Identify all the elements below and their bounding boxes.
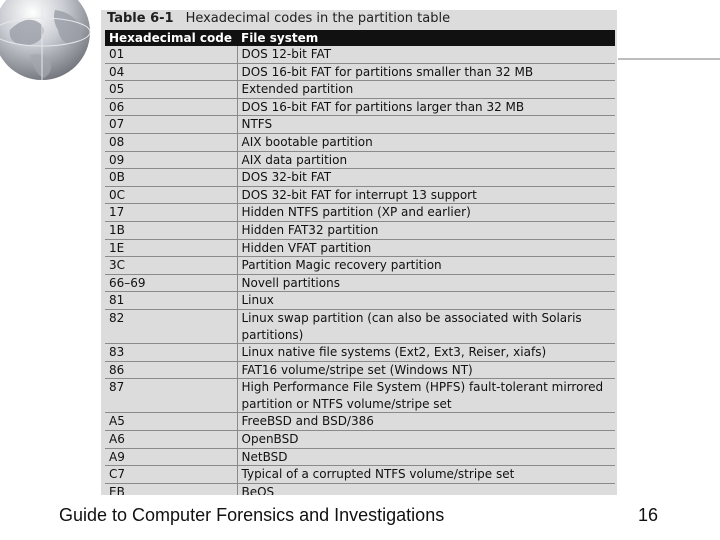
file-system-cell: Novell partitions <box>237 274 615 292</box>
table-row <box>105 186 615 204</box>
table-header-row <box>105 30 615 46</box>
hex-code-cell: 81 <box>105 292 237 310</box>
hex-code-cell: 86 <box>105 361 237 379</box>
hex-code-cell: 87 <box>105 379 237 413</box>
file-system-cell: DOS 16-bit FAT for partitions smaller than 32 MB <box>237 63 615 81</box>
file-system-cell: DOS 16-bit FAT for partitions larger than 32 MB <box>237 98 615 116</box>
table-row <box>105 46 615 63</box>
table-number: Table 6-1 <box>107 11 174 26</box>
file-system-cell: OpenBSD <box>237 431 615 449</box>
file-system-cell: Hidden NTFS partition (XP and earlier) <box>237 204 615 222</box>
file-system-cell: Hidden FAT32 partition <box>237 221 615 239</box>
table-row <box>105 81 615 99</box>
table-row <box>105 151 615 169</box>
table-row <box>105 204 615 222</box>
table-row <box>105 133 615 151</box>
file-system-cell: Typical of a corrupted NTFS volume/stripe set <box>237 466 615 484</box>
table-row <box>105 257 615 275</box>
hex-code-cell: 1B <box>105 221 237 239</box>
hex-code-cell: 82 <box>105 309 237 343</box>
file-system-cell: Partition Magic recovery partition <box>237 257 615 275</box>
hex-code-cell: 04 <box>105 63 237 81</box>
file-system-cell: DOS 32-bit FAT <box>237 169 615 187</box>
partition-codes-table <box>105 30 615 495</box>
table-row <box>105 274 615 292</box>
table-row <box>105 116 615 134</box>
file-system-cell: NetBSD <box>237 448 615 466</box>
hex-code-cell: 07 <box>105 116 237 134</box>
hex-code-cell: 83 <box>105 344 237 362</box>
table-row <box>105 413 615 431</box>
hex-code-cell: EB <box>105 483 237 495</box>
hex-code-cell: 01 <box>105 46 237 63</box>
hex-code-cell: 0C <box>105 186 237 204</box>
hex-code-cell: A6 <box>105 431 237 449</box>
page-number: 16 <box>638 505 659 525</box>
file-system-cell: FreeBSD and BSD/386 <box>237 413 615 431</box>
table-row <box>105 448 615 466</box>
hex-code-cell: 08 <box>105 133 237 151</box>
table-row <box>105 309 615 343</box>
file-system-cell: High Performance File System (HPFS) fault-tolerant mirrored partition or NTFS volume/stripe set <box>237 379 615 413</box>
file-system-cell: DOS 12-bit FAT <box>237 46 615 63</box>
column-header-file-system: File system <box>237 30 615 46</box>
file-system-cell: NTFS <box>237 116 615 134</box>
table-row <box>105 361 615 379</box>
table-caption <box>107 11 450 26</box>
hex-code-cell: C7 <box>105 466 237 484</box>
hex-code-cell: 06 <box>105 98 237 116</box>
table-row <box>105 169 615 187</box>
hex-code-cell: 17 <box>105 204 237 222</box>
hex-code-cell: 05 <box>105 81 237 99</box>
table-row <box>105 344 615 362</box>
table-row <box>105 239 615 257</box>
hex-code-cell: 1E <box>105 239 237 257</box>
file-system-cell: AIX data partition <box>237 151 615 169</box>
table-row <box>105 431 615 449</box>
hex-code-cell: 66–69 <box>105 274 237 292</box>
table-row <box>105 483 615 495</box>
file-system-cell: Linux <box>237 292 615 310</box>
hex-code-cell: A9 <box>105 448 237 466</box>
table-row <box>105 63 615 81</box>
file-system-cell: DOS 32-bit FAT for interrupt 13 support <box>237 186 615 204</box>
hex-code-cell: A5 <box>105 413 237 431</box>
table-row <box>105 466 615 484</box>
decorative-rule <box>618 58 720 60</box>
file-system-cell: Extended partition <box>237 81 615 99</box>
table-figure <box>101 10 617 495</box>
file-system-cell: Linux native file systems (Ext2, Ext3, Reiser, xiafs) <box>237 344 615 362</box>
file-system-cell: BeOS <box>237 483 615 495</box>
column-header-hex-code: Hexadecimal code <box>105 30 237 46</box>
file-system-cell: AIX bootable partition <box>237 133 615 151</box>
file-system-cell: FAT16 volume/stripe set (Windows NT) <box>237 361 615 379</box>
table-row <box>105 292 615 310</box>
footer-title: Guide to Computer Forensics and Investigations <box>59 505 445 525</box>
table-row <box>105 98 615 116</box>
hex-code-cell: 0B <box>105 169 237 187</box>
table-row <box>105 221 615 239</box>
file-system-cell: Hidden VFAT partition <box>237 239 615 257</box>
table-row <box>105 379 615 413</box>
hex-code-cell: 09 <box>105 151 237 169</box>
globe-icon <box>0 0 100 100</box>
hex-code-cell: 3C <box>105 257 237 275</box>
file-system-cell: Linux swap partition (can also be associated with Solaris partitions) <box>237 309 615 343</box>
table-title: Hexadecimal codes in the partition table <box>185 11 451 26</box>
